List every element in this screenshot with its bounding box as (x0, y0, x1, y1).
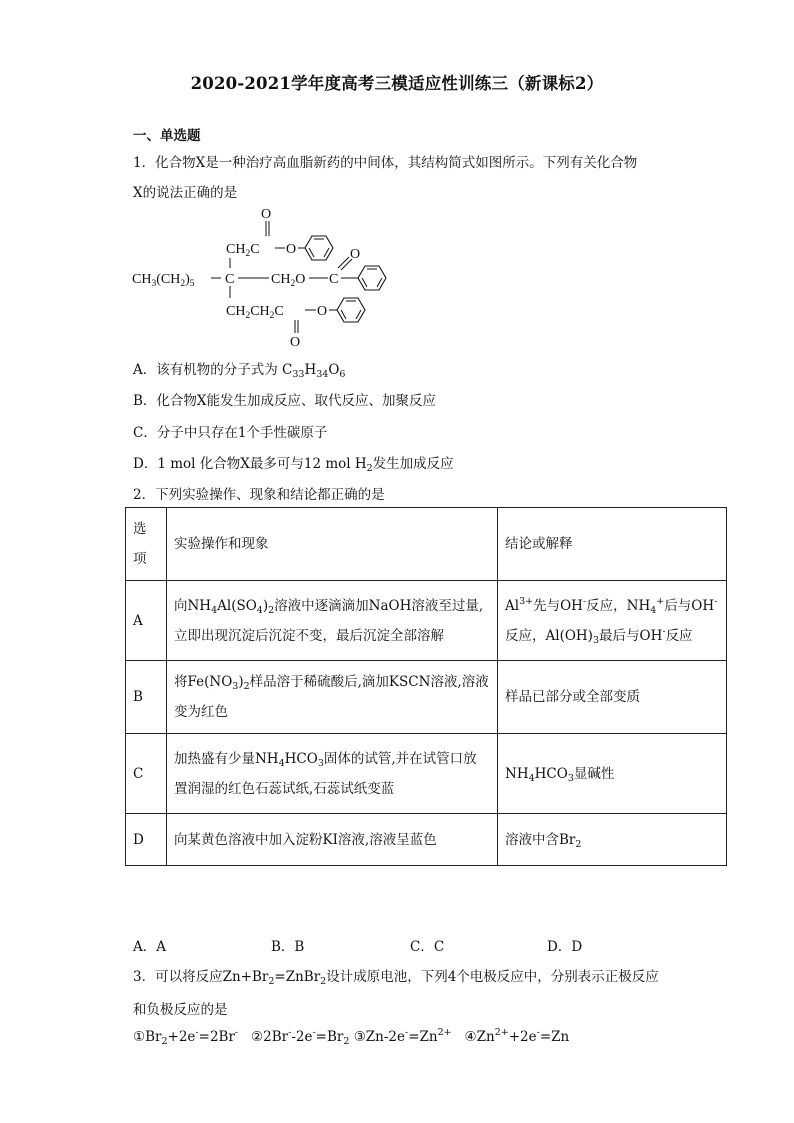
section-heading: 一、单选题 (133, 128, 201, 144)
q2-option-c[interactable]: C．C (410, 939, 445, 955)
row-d-conclusion: 溶液中含$Br_2$ (498, 814, 727, 866)
row-a-conclusion: $Al^{3+}$先与OH-反应，$NH_4^+$后与OH-反应，$Al(OH)_3$最后与OH-反应 (498, 581, 727, 661)
top-group-label: $CH_2C$ (226, 242, 260, 259)
q1-option-a[interactable]: A．该有机物的分子式为 $C_{33}H_{34}O_6$ (133, 362, 346, 380)
benzene-ring-bottom (337, 298, 365, 322)
table-row (126, 581, 727, 661)
middle-carbonyl-o: O (350, 247, 361, 262)
top-ester-o: O (286, 242, 297, 257)
bottom-ester-o: O (317, 304, 328, 319)
row-option-a: A (126, 581, 167, 661)
middle-carbonyl-c: C (329, 272, 339, 287)
row-a-operation: 向$NH_4Al(SO_4)_2$溶液中逐滴滴加NaOH溶液至过量,立即出现沉淀后沉淀不变，最后沉淀全部溶解 (167, 581, 498, 661)
q2-option-b[interactable]: B．B (271, 939, 305, 955)
row-option-d: D (126, 814, 167, 866)
row-b-conclusion: 样品已部分或全部变质 (498, 661, 727, 734)
header-option: 选 项 (126, 508, 167, 581)
top-carbonyl-o: O (261, 207, 272, 222)
q1-option-d[interactable]: D．1 mol 化合物X最多可与12 mol $H_2$发生加成反应 (133, 456, 454, 474)
benzene-ring-top (305, 236, 333, 260)
row-b-operation: 将$Fe(NO_3)_2$样品溶于稀硫酸后,滴加KSCN溶液,溶液变为红色 (167, 661, 498, 734)
row-option-b: B (126, 661, 167, 734)
row-option-c: C (126, 734, 167, 814)
bottom-carbonyl-o: O (290, 335, 301, 350)
q1-stem-line2: X的说法正确的是 (133, 185, 238, 201)
q2-stem: 2．下列实验操作、现象和结论都正确的是 (133, 487, 385, 503)
bottom-group-label: $CH_2CH_2C$ (226, 304, 284, 321)
header-operation: 实验操作和现象 (167, 508, 498, 581)
q1-stem-line1: 1．化合物X是一种治疗高血脂新药的中间体，其结构简式如图所示。下列有关化合物 (133, 155, 638, 171)
q2-option-a[interactable]: A．A (133, 939, 166, 955)
compound-x-structure (125, 200, 425, 350)
benzene-ring-middle (358, 266, 386, 290)
table-header-row (126, 508, 727, 581)
table-row (126, 814, 727, 866)
q2-option-d[interactable]: D．D (547, 939, 583, 955)
q1-option-c[interactable]: C．分子中只存在1个手性碳原子 (133, 425, 328, 441)
q3-stem-line2: 和负极反应的是 (133, 1002, 228, 1018)
central-carbon: C (225, 272, 235, 287)
row-d-operation: 向某黄色溶液中加入淀粉KI溶液,溶液呈蓝色 (167, 814, 498, 866)
row-c-conclusion: $NH_4HCO_3$显碱性 (498, 734, 727, 814)
q1-option-b[interactable]: B．化合物X能发生加成反应、取代反应、加聚反应 (133, 393, 437, 409)
alkyl-chain-label: $CH_3(CH_2)_5$ (132, 272, 195, 289)
header-conclusion: 结论或解释 (498, 508, 727, 581)
table-row (126, 734, 727, 814)
q3-stem-line1: 3．可以将反应$Zn+Br_2=ZnBr_2$设计成原电池，下列4个电极反应中，分别表示正极反应 (133, 969, 659, 987)
row-c-operation: 加热盛有少量$NH_4HCO_3$固体的试管,并在试管口放置润湿的红色石蕊试纸,石蕊试纸变蓝 (167, 734, 498, 814)
middle-group-label: $CH_2O$ (271, 272, 306, 289)
experiment-table (125, 507, 727, 866)
table-row (126, 661, 727, 734)
q3-reactions: $①Br_2+2e^-=2Br^-$ $②2Br^--2e^-=Br_2$ ③Zn-$2e^-=Zn^{2+}$ $④Zn^{2+}+2e^-=Zn$ (133, 1027, 570, 1047)
document-title: 2020-2021学年度高考三模适应性训练三（新课标2） (190, 74, 604, 93)
